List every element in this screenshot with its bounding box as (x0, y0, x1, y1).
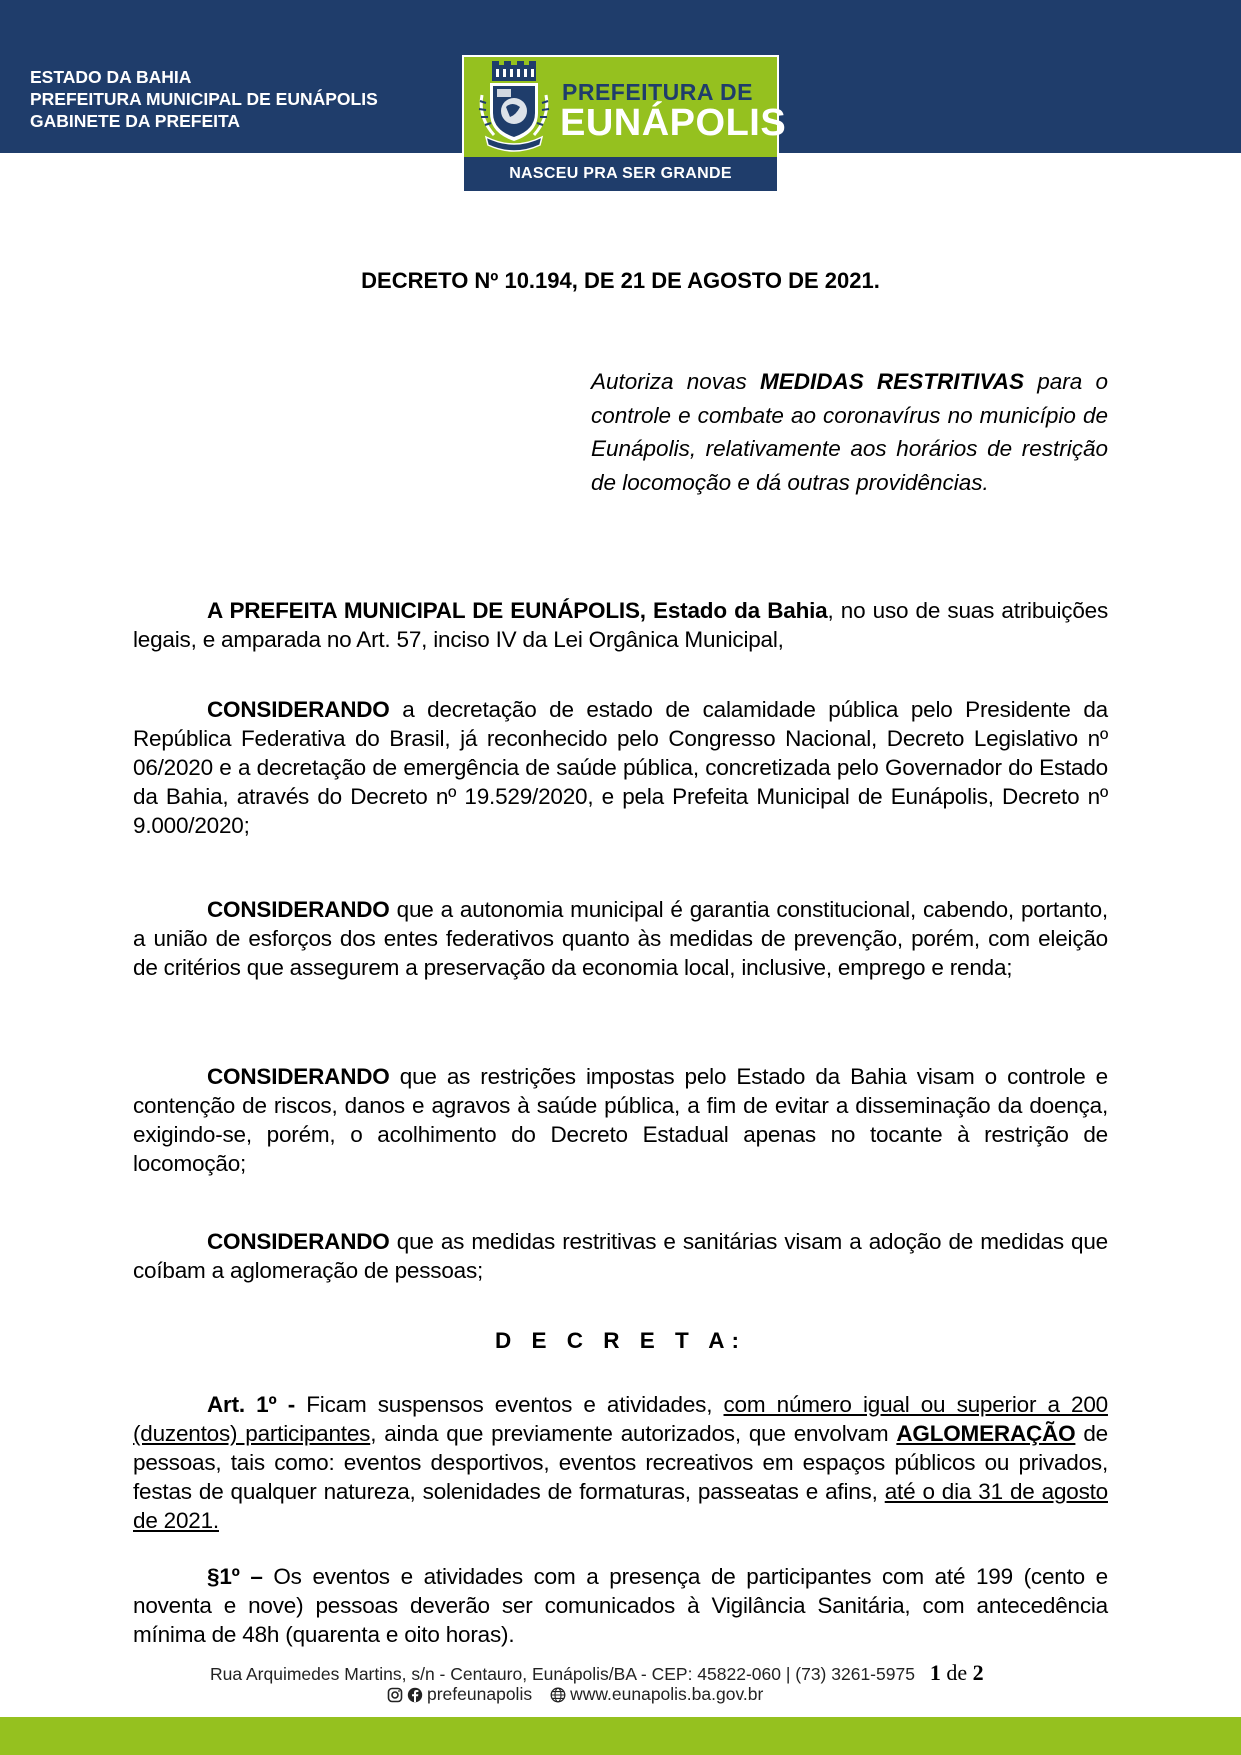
article-1-text: , ainda que previamente autorizados, que envolvam (370, 1421, 897, 1446)
page-separator: de (946, 1660, 968, 1685)
article-1-text: de pessoas, tais como: eventos desportivos, eventos recreativos em espaços públicos ou privados, festas de qualquer natureza, solenidades de formaturas, passeatas e afins, (133, 1421, 1108, 1504)
facebook-icon (407, 1687, 423, 1703)
prefeitura-logo (462, 55, 787, 193)
paragraph-1-label: §1º – (207, 1564, 263, 1589)
page-total: 2 (972, 1660, 984, 1685)
footer-green-band (0, 1717, 1241, 1755)
footer-address-line (210, 1660, 1110, 1686)
considerando-text: que as restrições impostas pelo Estado da Bahia visam o controle e contenção de riscos, danos e agravos à saúde pública, a fim de evitar a disseminação da doença, exigindo-se, porém, o acolhimento do Decreto Estadual apenas no tocante à restrição de locomoção; (133, 1064, 1108, 1176)
considerando-paragraph-1 (133, 695, 1108, 840)
considerando-text: que as medidas restritivas e sanitárias visam a adoção de medidas que coíbam a aglomeração de pessoas; (133, 1229, 1108, 1283)
website-link[interactable]: www.eunapolis.ba.gov.br (570, 1684, 764, 1704)
article-1-text: Ficam suspensos eventos e atividades, (295, 1392, 724, 1417)
logo-title-line2: EUNÁPOLIS (560, 102, 787, 144)
decreta-heading: D E C R E T A: (495, 1328, 746, 1353)
article-1-aglomeracao: AGLOMERAÇÃO (896, 1421, 1076, 1446)
preamble-authority: A PREFEITA MUNICIPAL DE EUNÁPOLIS, Estado da Bahia (207, 598, 828, 623)
article-1-label: Art. 1º - (207, 1392, 296, 1417)
article-1-underlined-threshold: com número igual ou superior a 200 (duzentos) participantes (133, 1392, 1108, 1446)
header-institution (30, 66, 378, 132)
article-1 (133, 1390, 1108, 1535)
article-1-underlined-deadline: até o dia 31 de agosto de 2021. (133, 1479, 1108, 1533)
considerando-label: CONSIDERANDO (207, 1229, 390, 1254)
social-handle: prefeunapolis (427, 1684, 533, 1704)
page-current: 1 (929, 1660, 941, 1685)
ementa-lead: Autoriza novas (591, 369, 760, 394)
considerando-label: CONSIDERANDO (207, 1064, 390, 1089)
header-line-state: ESTADO DA BAHIA (30, 67, 192, 87)
considerando-paragraph-4 (133, 1227, 1108, 1285)
decree-ementa (591, 365, 1108, 499)
page-number (930, 1660, 984, 1685)
ementa-emphasis: MEDIDAS RESTRITIVAS (759, 369, 1025, 394)
logo-green-panel (464, 57, 787, 157)
preamble-text: , no uso de suas atribuições legais, e amparada no Art. 57, inciso IV da Lei Orgânica Municipal, (133, 598, 1109, 652)
paragraph-1-text: Os eventos e atividades com a presença de participantes com até 199 (cento e noventa e nove) pessoas deverão ser comunicados à Vigilância Sanitária, com antecedência mínima de 48h (quarenta e oito horas). (133, 1564, 1108, 1647)
globe-icon (550, 1687, 566, 1703)
municipal-crest-icon (476, 61, 552, 153)
considerando-text: a decretação de estado de calamidade pública pelo Presidente da República Federativa do Brasil, já reconhecido pelo Congresso Nacional, Decreto Legislativo nº 06/2020 e a decretação de emergência de saúde pública, concretizada pelo Governador do Estado da Bahia, através do Decreto nº 19.529/2020, e pela Prefeita Municipal de Eunápolis, Decreto nº 9.000/2020; (133, 697, 1108, 838)
header-line-cabinet: GABINETE DA PREFEITA (30, 111, 241, 131)
paragraph-1 (133, 1562, 1108, 1649)
decree-title: DECRETO Nº 10.194, DE 21 DE AGOSTO DE 2021. (361, 268, 880, 293)
logo-slogan: NASCEU PRA SER GRANDE (464, 157, 777, 191)
instagram-icon (387, 1687, 403, 1703)
considerando-label: CONSIDERANDO (207, 697, 390, 722)
considerando-paragraph-2 (133, 895, 1108, 982)
ementa-rest: para o controle e combate ao coronavírus no município de Eunápolis, relativamente aos horários de restrição de locomoção e dá outras providências. (591, 369, 1108, 495)
header-line-prefecture: PREFEITURA MUNICIPAL DE EUNÁPOLIS (30, 89, 378, 109)
considerando-label: CONSIDERANDO (207, 897, 390, 922)
considerando-text: que a autonomia municipal é garantia constitucional, cabendo, portanto, a união de esforços dos entes federativos quanto às medidas de prevenção, porém, com eleição de critérios que assegurem a preservação da economia local, inclusive, emprego e renda; (133, 897, 1108, 980)
footer-social-line (387, 1684, 763, 1705)
preamble-paragraph (133, 596, 1108, 654)
considerando-paragraph-3 (133, 1062, 1108, 1178)
footer-address: Rua Arquimedes Martins, s/n - Centauro, Eunápolis/BA - CEP: 45822-060 | (73) 3261-5975 (210, 1664, 915, 1684)
logo-title-line1: PREFEITURA DE (562, 79, 753, 105)
